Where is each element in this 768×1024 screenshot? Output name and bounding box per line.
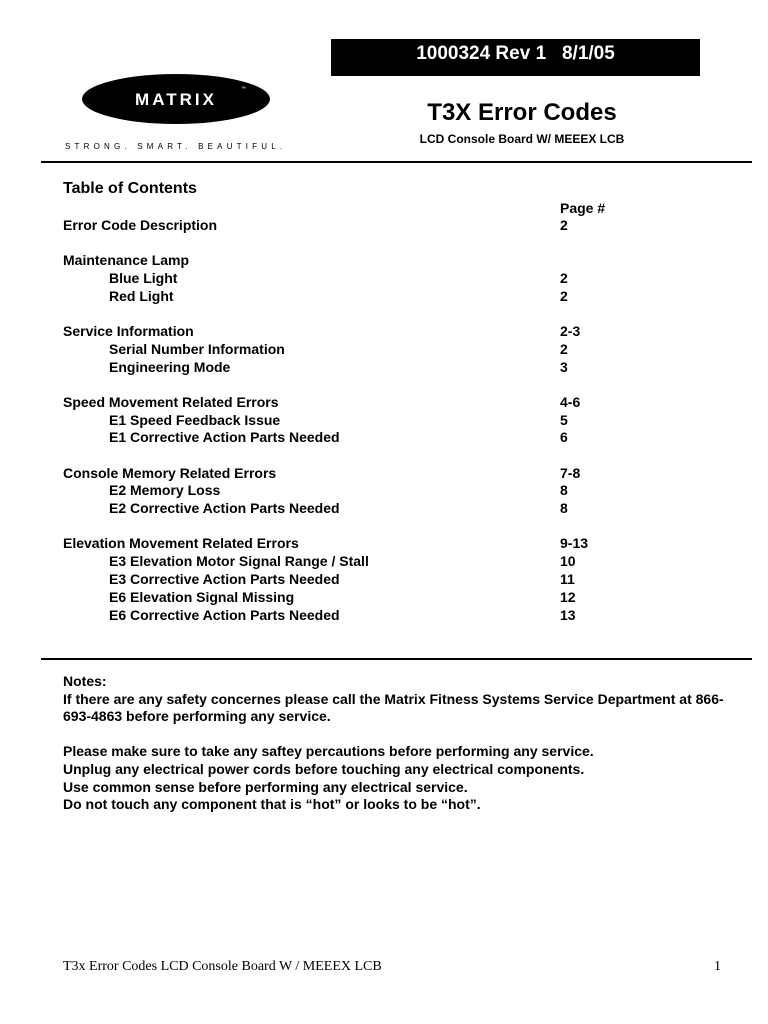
toc-entry <box>63 359 623 377</box>
toc-entry-label: Console Memory Related Errors <box>63 464 277 481</box>
toc-entry-label: E3 Elevation Motor Signal Range / Stall <box>109 553 369 570</box>
toc-entry-label: Red Light <box>109 287 174 304</box>
toc-heading: Table of Contents <box>63 180 197 197</box>
toc-entry <box>63 429 623 447</box>
toc-entry <box>63 607 623 625</box>
toc-entry-label: Serial Number Information <box>109 340 285 357</box>
notes-line: Use common sense before performing any electrical service. <box>63 778 468 795</box>
toc-entry <box>63 323 623 341</box>
notes-safety-contact: If there are any safety concernes please call the Matrix Fitness Systems Service Department at 866-693-4863 before performing any service. <box>63 690 724 725</box>
toc-entry-page: 11 <box>560 570 575 587</box>
toc-entry <box>63 412 623 430</box>
toc-entry-label: Elevation Movement Related Errors <box>63 535 299 552</box>
toc-entry-label: E6 Elevation Signal Missing <box>109 588 295 605</box>
toc-entry-page: 2 <box>560 217 568 233</box>
notes-heading: Notes: <box>63 673 107 689</box>
toc-entry-label: Maintenance Lamp <box>63 252 190 269</box>
toc-entry-label: Service Information <box>63 322 194 339</box>
toc-entry <box>63 217 623 235</box>
toc-entry <box>63 288 623 306</box>
toc-entry-label: E3 Corrective Action Parts Needed <box>109 570 340 587</box>
brand-tagline: STRONG. SMART. BEAUTIFUL. <box>65 142 287 151</box>
toc-entry <box>63 270 623 288</box>
footer-page-number: 1 <box>714 959 721 974</box>
toc-entry-page: 2 <box>560 269 568 286</box>
matrix-logo <box>81 73 271 125</box>
toc-entry <box>63 571 623 589</box>
toc-entry <box>63 589 623 607</box>
toc-entry <box>63 482 623 500</box>
toc-entry-page: 3 <box>560 358 568 375</box>
toc-entry-label: E6 Corrective Action Parts Needed <box>109 606 340 623</box>
toc-entry-page: 2 <box>560 287 568 304</box>
toc-entry-page: 13 <box>560 606 576 623</box>
toc-entry-page: 7-8 <box>560 464 581 481</box>
toc-entry <box>63 341 623 359</box>
toc-entry-page: 5 <box>560 411 568 428</box>
toc-page-column-header: Page # <box>560 200 606 216</box>
toc-entry-label: E2 Memory Loss <box>109 482 221 499</box>
toc-entry <box>63 252 623 270</box>
notes-line: Unplug any electrical power cords before touching any electrical components. <box>63 760 585 777</box>
svg-text:™: ™ <box>241 86 246 92</box>
svg-text:MATRIX: MATRIX <box>135 90 217 109</box>
toc-entry <box>63 500 623 518</box>
toc-entry-label: Speed Movement Related Errors <box>63 393 279 410</box>
toc-entry <box>63 465 623 483</box>
toc-entry-page: 9-13 <box>560 535 589 552</box>
toc-entry-page: 8 <box>560 500 568 517</box>
toc-entry <box>63 553 623 571</box>
notes-line: Please make sure to take any saftey percautions before performing any service. <box>63 743 594 760</box>
toc-entry-page: 10 <box>560 553 576 570</box>
document-title: T3X Error Codes <box>427 99 617 126</box>
toc-entry-page: 2 <box>560 340 568 357</box>
toc-entry-label: E2 Corrective Action Parts Needed <box>109 500 340 517</box>
toc-entry-page: 2-3 <box>560 322 581 339</box>
notes-section <box>63 673 743 814</box>
toc-entry-label: E1 Corrective Action Parts Needed <box>109 429 340 446</box>
document-number-banner <box>331 39 700 76</box>
toc-entry-label: E1 Speed Feedback Issue <box>109 411 281 428</box>
toc-entry-label: Blue Light <box>109 269 178 286</box>
toc-entry <box>63 535 623 553</box>
toc-entry-label: Engineering Mode <box>109 358 231 375</box>
table-of-contents <box>63 217 623 624</box>
toc-entry-page: 4-6 <box>560 393 581 410</box>
toc-entry <box>63 394 623 412</box>
header-divider <box>41 161 752 163</box>
toc-entry-page: 6 <box>560 429 568 446</box>
notes-divider <box>41 658 752 660</box>
toc-entry-page: 8 <box>560 482 568 499</box>
document-subtitle: LCD Console Board W/ MEEEX LCB <box>419 132 625 146</box>
notes-line: Do not touch any component that is “hot” or looks to be “hot”. <box>63 796 481 813</box>
toc-entry-label: Error Code Description <box>63 217 218 233</box>
toc-entry-page: 12 <box>560 588 576 605</box>
footer-document-name: T3x Error Codes LCD Console Board W / MEEEX LCB <box>63 959 382 974</box>
document-number: 1000324 Rev 1 8/1/05 <box>416 43 615 64</box>
